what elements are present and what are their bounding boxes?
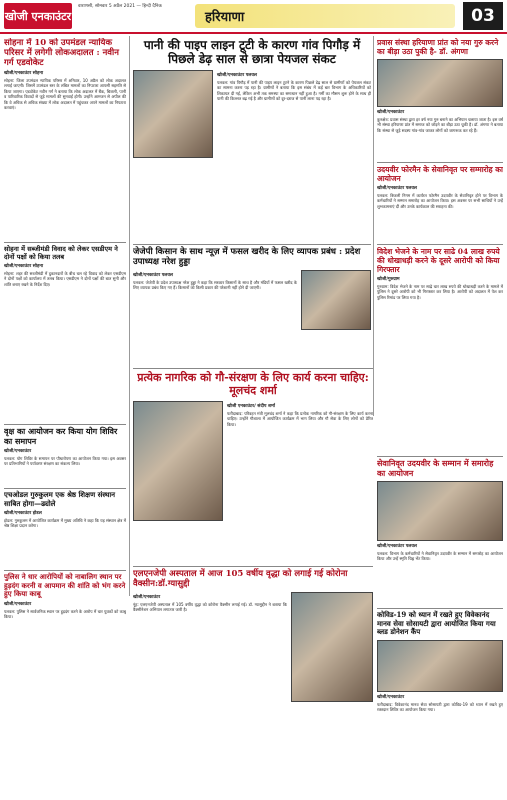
story-photo: [301, 270, 371, 330]
story-photo: [133, 401, 223, 521]
story-covid-vaccine-elder: [133, 564, 373, 798]
story-cow-protection: [133, 366, 373, 561]
story-body: फरीदाबाद: परिवहन मंत्री मूलचंद शर्मा ने कहा कि प्रत्येक नागरिक को गौ-संरक्षण के लिए कार्य करना चाहिए। उन्होंने गौशाला में आयोजित कार्यक्रम में भाग लिया और गौ सेवा के लिए लोगों को प्रेरित किया।: [227, 411, 373, 427]
story-byline: खोजी/गुरुग्राम: [377, 277, 400, 282]
story-jjp-crop-purchase: [133, 242, 371, 362]
story-gurukulam: [4, 486, 126, 566]
story-pipeline-water-crisis: [133, 38, 371, 188]
story-headline: पानी की पाइप लाइन टूटी के कारण गांव पिगौड़ में पिछले डेढ़ साल से छात्रा पेयजल संकट: [143, 38, 361, 66]
divider: [133, 566, 373, 567]
column-divider: [129, 36, 130, 596]
story-photo: [377, 59, 503, 107]
story-headline: उदयवीर फोरमैन के सेवानिवृत पर सम्मारोह का आयोजन: [377, 165, 503, 183]
story-police-arrest: [4, 568, 126, 798]
story-byline: खोजी/एनकाउंटर: [377, 694, 405, 700]
story-headline: प्रवास संस्था हरियाणा प्रांत को नया गुरु करने का बीड़ा उठा पुकी है- डॉ. अंगणा: [377, 38, 499, 56]
story-blood-donation-camp: [377, 606, 503, 798]
story-headline: सेवानिवृत उदयवीर के सम्मान में समारोह का आयोजन: [377, 458, 494, 478]
story-pravas-sanstha: [377, 38, 503, 158]
story-sabzi-mandi: [4, 240, 126, 420]
story-body: कुरुक्षेत्र: प्रवास संस्था द्वारा हर वर्ष नया गुरु बनाने का अभियान चलाया जाता है। इस वर्ष भी संस्था हरियाणा प्रांत में समाज को जोड़ने का बीड़ा उठा चुकी है। डॉ. अंगणा ने बताया कि संस्था से जुड़े सदस्य गांव-गांव जाकर लोगों को जागरूक कर रहे हैं।: [377, 117, 503, 133]
story-byline: खोजी/एनकाउंटर सोहना: [4, 264, 44, 269]
story-headline: विदेश भेजने के नाम पर साढे 04 लाख रुपये की धोखाधड़ी करने के दूसरे आरोपी को किया गिरफ्तार: [377, 247, 500, 274]
newspaper-logo: खोजी एनकाउंटर: [4, 3, 72, 29]
story-byline: खोजी/एनकाउंटर पलवल: [217, 73, 257, 78]
edition-meta: वाराणसी, सोमवार 5 अप्रैल 2021 — हिन्दी दैनिक: [78, 4, 162, 9]
story-body: पलवल: विभाग के कर्मचारियों ने सेवानिवृत उदयवीर के सम्मान में समारोह का आयोजन किया और उन्हें स्मृति चिह्न भेंट किया।: [377, 551, 503, 562]
story-headline: पुलिस ने धार आरोपियों को नाबालिग स्थान पर हुड़दंग करनी व आपमान की शांति को भंग करने हुए किया काबू: [4, 572, 126, 598]
story-headline: वृक्ष का आयोजन कर किया योग शिविर का समापन: [4, 426, 118, 446]
story-headline: सोहना में सब्जीमंडी विवाद को लेकर एसडीएम ने दोनों पक्षों को किया तलब: [4, 245, 118, 261]
divider: [133, 368, 373, 369]
story-body: सोहना: जिला उपमंडल न्यायिक परिसर में शनिवार, 10 अप्रैल को लोक अदालत लगाई जाएगी। जिसमें उपमंडल स्तर के लंबित मामलों का निपटारा आपसी सहमति से किया जाएगा। एडवोकेट नवीन गर्ग ने बताया कि लोक अदालत में बैंक, बिजली, पानी व पारिवारिक विवादों से जुड़े मामलों की सुनवाई होगी। उन्होंने आमजन से अपील की कि वे अधिक से अधिक संख्या में लोक अदालत में पहुंचकर अपने मामलों का निपटारा करवाएं।: [4, 78, 126, 111]
story-headline: एलएनजेपी अस्पताल में आज 105 वर्षीय वृद्धा को लगाई गई कोरोना वैक्सीन:डॉ.ग्यासुद्दी: [133, 569, 348, 589]
story-body: पलवल: पुलिस ने सार्वजनिक स्थान पर हुड़दंग करने के आरोप में चार युवकों को काबू किया।: [4, 608, 126, 619]
story-byline: खोजी/एनकाउंटर: [4, 601, 32, 607]
story-body: पलवल: गांव पिगौड़ में पानी की पाइप लाइन टूटने के कारण पिछले डेढ़ साल से ग्रामीणों को पेयजल संकट का सामना करना पड़ रहा है। ग्रामीणों ने बताया कि इस संबंध में कई बार विभाग के अधिकारियों को शिकायत दी गई, लेकिन अभी तक समस्या का समाधान नहीं हुआ है। गर्मी का मौसम शुरू होने के साथ ही पानी की किल्लत बढ़ गई है और ग्रामीणों को दूर-दराज से पानी लाना पड़ रहा है।: [217, 80, 371, 102]
story-body: नूंह: एलएनजेपी अस्पताल में 105 वर्षीय वृद्धा को कोरोना वैक्सीन लगाई गई। डॉ. ग्यासुद्दीन ने बताया कि वैक्सीनेशन अभियान लगातार जारी है।: [133, 602, 287, 613]
column-divider: [373, 36, 374, 416]
story-byline: खोजी/एनकाउंटर पलवल: [133, 273, 173, 278]
story-body: होडल: गुरुकुलम में आयोजित कार्यक्रम में मुख्य अतिथि ने कहा कि यह संस्थान क्षेत्र में श्रेष्ठ शिक्षा प्रदान करेगा।: [4, 518, 126, 529]
story-body: पलवल: योग शिविर के समापन पर पौधारोपण का आयोजन किया गया। इस अवसर पर प्रतिभागियों ने पर्यावरण संरक्षण का संकल्प लिया।: [4, 456, 126, 467]
story-sohna-lok-adalat: [4, 38, 126, 238]
story-headline: सोहना में 10 को उपमंडल न्यायिक परिसर में लगेगी लोकअदालत : नवीन गर्ग एडवोकेट: [4, 38, 119, 68]
divider: [133, 244, 371, 245]
story-byline: खोजी/एनकाउंटर: [4, 449, 32, 454]
story-headline: जेजेपी किसान के साथ न्यूज़ में फसल खरीद के लिए व्यापक प्रबंध : प्रदेश उपाध्यक्ष नरेश हुड्डा: [133, 247, 361, 267]
story-byline: खोजी/एनकाउंटर पलवल: [377, 186, 417, 191]
story-byline: खोजी/एनकाउंटर पलवल: [377, 544, 417, 549]
story-body: पलवल: जेजेपी के प्रदेश उपाध्यक्ष नरेश हुड्डा ने कहा कि सरकार किसानों के साथ है और मंडियों में फसल खरीद के लिए व्यापक प्रबंध किए गए हैं। किसानों को किसी प्रकार की परेशानी नहीं होने दी जाएगी।: [133, 280, 297, 291]
story-byline: खोजी/एनकाउंटर सोहना: [4, 71, 44, 76]
story-yoga-camp: [4, 422, 126, 484]
section-title: हरियाणा: [195, 4, 455, 28]
story-body: फरीदाबाद: विवेकानंद मानव सेवा सोसायटी द्वारा कोविड-19 को ध्यान में रखते हुए रक्तदान शिविर का आयोजन किया गया।: [377, 701, 503, 712]
divider: [4, 488, 126, 489]
story-headline: कोविड-19 को ध्यान में रखते हुए विवेकानंद मानव सेवा सोसायटी द्वारा आयोजित किया गया ब्लड डोनेशन कैंप: [377, 610, 496, 636]
divider: [4, 570, 126, 571]
story-photo: [377, 481, 503, 541]
story-visa-fraud-arrest: [377, 242, 503, 452]
masthead: [0, 0, 507, 34]
divider: [4, 424, 126, 425]
story-photo: [133, 70, 213, 158]
divider: [377, 608, 503, 609]
divider: [4, 242, 126, 243]
story-byline: खोजी/एनकाउंटर: [377, 110, 405, 115]
page-number: 03: [463, 2, 503, 30]
story-byline: खोजी एनकाउंटर/ संदीप शर्मा: [227, 404, 275, 409]
story-retirement-ceremony: [377, 454, 503, 604]
story-byline: खोजी/एनकाउंटर होडल: [4, 511, 42, 516]
divider: [377, 162, 503, 163]
divider: [377, 244, 503, 245]
story-headline: प्रत्येक नागरिक को गौ-संरक्षण के लिए कार्य करना चाहिए: मूलचंद शर्मा: [137, 371, 369, 397]
story-byline: खोजी/एनकाउंटर: [133, 595, 161, 600]
story-headline: एचओडल गुरुकुलम एक श्रेष्ठ शिक्षण संस्थान साबित होगा—ढ्योले: [4, 490, 116, 508]
story-udayveer-farewell: [377, 160, 503, 240]
story-photo: [291, 592, 373, 702]
story-photo: [377, 640, 503, 692]
story-body: गुरुग्राम: विदेश भेजने के नाम पर साढ़े चार लाख रुपये की धोखाधड़ी करने के मामले में पुलिस ने दूसरे आरोपी को भी गिरफ्तार कर लिया है। आरोपी को अदालत में पेश कर पुलिस रिमांड पर लिया गया है।: [377, 284, 503, 300]
story-body: सोहना: शहर की सब्जीमंडी में दुकानदारों के बीच चल रहे विवाद को लेकर एसडीएम ने दोनों पक्षों को कार्यालय में तलब किया। एसडीएम ने दोनों पक्षों की बात सुनी और शांति बनाए रखने के निर्देश दिए।: [4, 271, 126, 287]
story-body: पलवल: बिजली निगम में कार्यरत फोरमैन उदयवीर के सेवानिवृत होने पर विभाग के कर्मचारियों ने सम्मान समारोह का आयोजन किया। इस अवसर पर सभी साथियों ने उन्हें शुभकामनाएं दीं और उनके कार्यकाल की सराहना की।: [377, 193, 503, 209]
divider: [377, 456, 503, 457]
